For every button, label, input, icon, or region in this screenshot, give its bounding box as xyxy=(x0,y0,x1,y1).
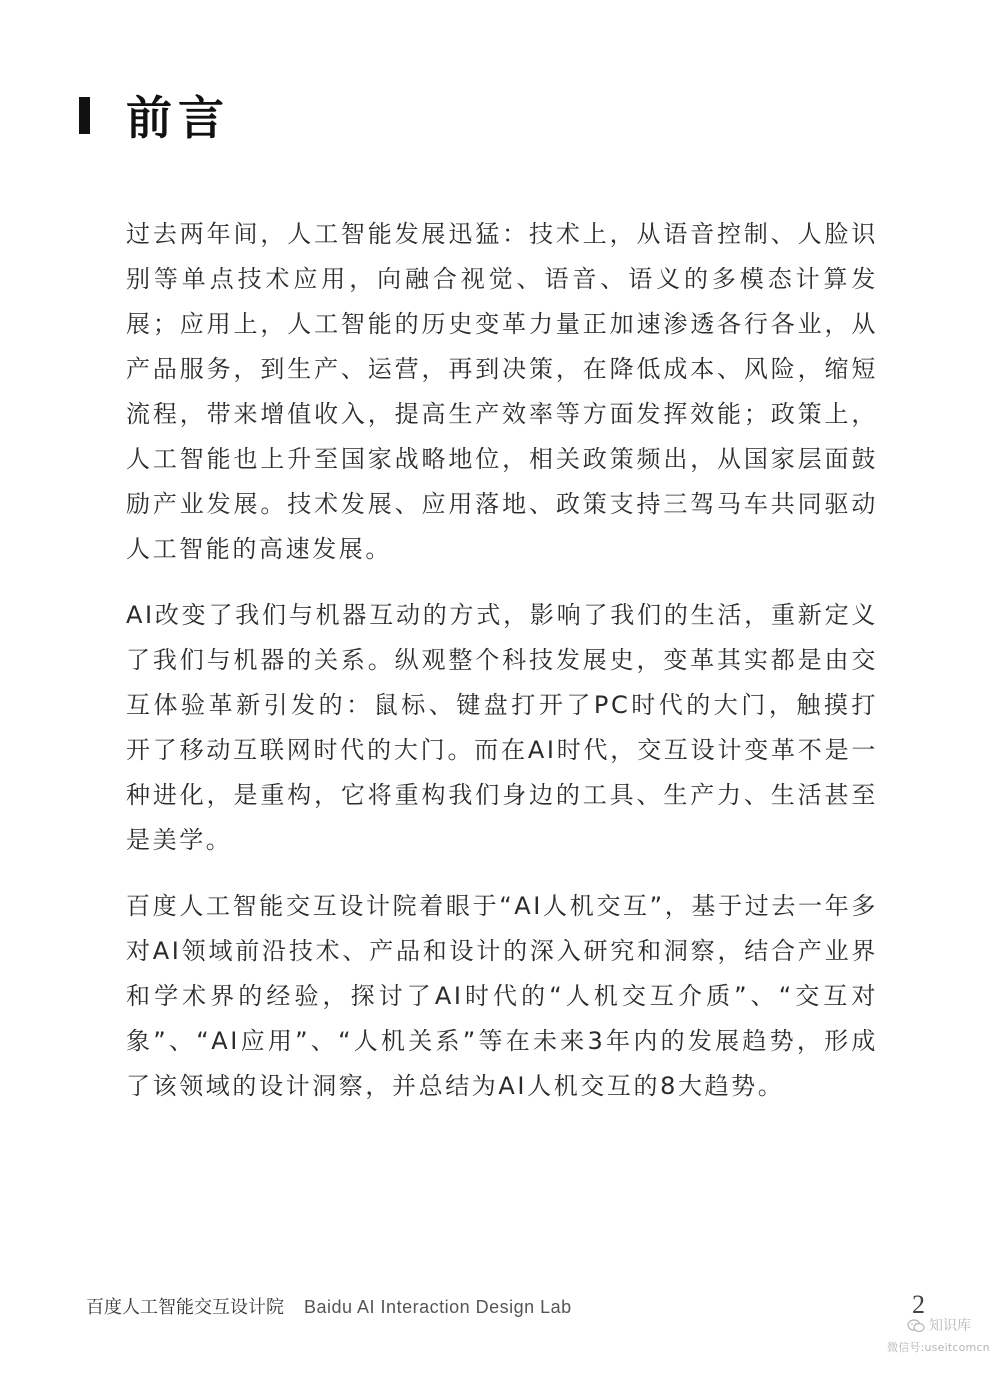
paragraph-3: 百度人工智能交互设计院着眼于“AI人机交互”，基于过去一年多对AI领域前沿技术、产品和设计的深入研究和洞察，结合产业界和学术界的经验，探讨了AI时代的“人机交互介质”、“交互对象”、“AI应用”、“人机关系”等在未来3年内的发展趋势，形成了该领域的设计洞察，并总结为AI人机交互的8大趋势。 xyxy=(126,892,878,1100)
watermark xyxy=(887,1318,990,1356)
paragraph-1: 过去两年间，人工智能发展迅猛：技术上，从语音控制、人脸识别等单点技术应用，向融合视觉、语音、语义的多模态计算发展；应用上，人工智能的历史变革力量正加速渗透各行各业，从产品服务，到生产、运营，再到决策，在降低成本、风险，缩短流程，带来增值收入，提高生产效率等方面发挥效能；政策上，人工智能也上升至国家战略地位，相关政策频出，从国家层面鼓励产业发展。技术发展、应用落地、政策支持三驾马车共同驱动人工智能的高速发展。 xyxy=(126,220,878,563)
footer-org-cn: 百度人工智能交互设计院 xyxy=(86,1297,284,1318)
title-accent-bar xyxy=(79,97,90,134)
page-title: 前言 xyxy=(126,91,230,145)
footer xyxy=(86,1293,572,1319)
page-number: 2 xyxy=(912,1290,925,1319)
footer-org-en: Baidu AI Interaction Design Lab xyxy=(304,1297,572,1317)
watermark-brand: 知识库 xyxy=(929,1318,971,1334)
watermark-account: 微信号:useitcomcn xyxy=(887,1341,990,1354)
body-text xyxy=(126,212,878,1130)
paragraph-2: AI改变了我们与机器互动的方式，影响了我们的生活，重新定义了我们与机器的关系。纵观整个科技发展史，变革其实都是由交互体验革新引发的：鼠标、键盘打开了PC时代的大门，触摸打开了移动互联网时代的大门。而在AI时代，交互设计变革不是一种进化，是重构，它将重构我们身边的工具、生产力、生活甚至是美学。 xyxy=(126,601,878,854)
wechat-icon xyxy=(907,1319,925,1333)
